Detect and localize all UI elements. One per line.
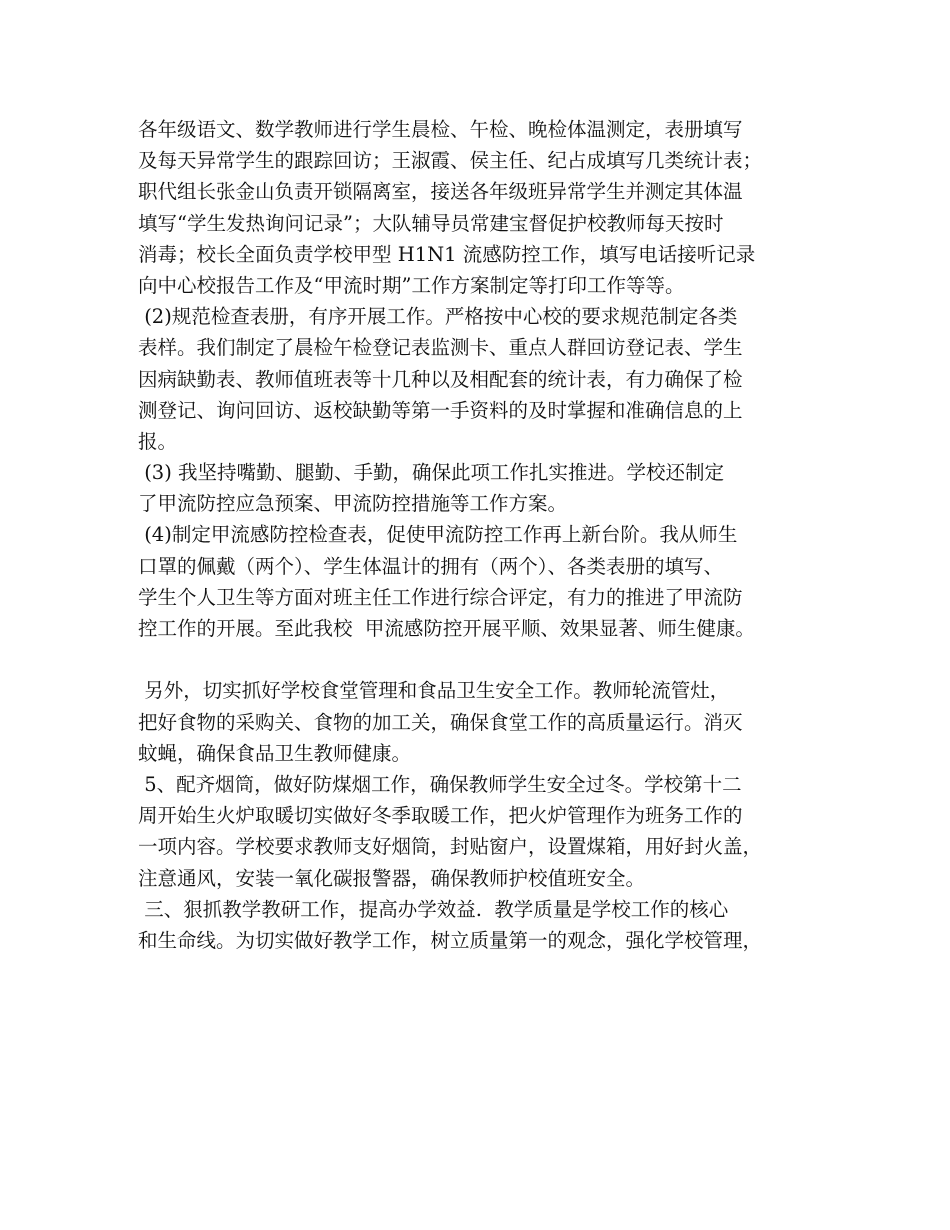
text-line: (2)规范检查表册，有序开展工作。严格按中心校的要求规范制定各类 [138,305,738,329]
text-line: 另外，切实抓好学校食堂管理和食品卫生安全工作。教师轮流管灶， [138,679,730,703]
text-line: 三、狠抓教学教研工作，提高办学效益. 教学质量是学校工作的核心 [138,897,729,921]
text-line: 一项内容。学校要求教师支好烟筒，封贴窗户，设置煤箱，用好封火盖， [138,835,763,859]
text-line: 5、配齐烟筒，做好防煤烟工作，确保教师学生安全过冬。学校第十二 [138,772,742,796]
text-line: 测登记、询问回访、返校缺勤等第一手资料的及时掌握和准确信息的上 [138,398,743,422]
text-line: 学生个人卫生等方面对班主任工作进行综合评定，有力的推进了甲流防 [138,585,743,609]
text-line: 把好食物的采购关、食物的加工关，确保食堂工作的高质量运行。消灭 [138,710,743,734]
text-line: 向中心校报告工作及“甲流时期”工作方案制定等打印工作等等。 [138,273,685,297]
text-line: (3) 我坚持嘴勤、腿勤、手勤，确保此项工作扎实推进。学校还制定 [138,461,725,485]
document-body [138,114,838,956]
text-line: 控工作的开展。至此我校 甲流感防控开展平顺、效果显著、师生健康。 [138,617,755,640]
text-line: 因病缺勤表、教师值班表等十几种以及相配套的统计表，有力确保了检 [138,367,743,391]
text-line: 蚊蝇，确保食品卫生教师健康。 [138,741,412,765]
paragraph-gap [138,644,838,675]
text-line: 及每天异常学生的跟踪回访；王淑霞、侯主任、纪占成填写几类统计表； [138,149,763,173]
text-line: 表样。我们制定了晨检午检登记表监测卡、重点人群回访登记表、学生 [138,336,743,360]
text-line: 和生命线。为切实做好教学工作，树立质量第一的观念，强化学校管理， [138,928,763,952]
text-line: (4)制定甲流感防控检查表，促使甲流防控工作再上新台阶。我从师生 [138,523,738,547]
paragraph-block-1 [138,114,838,644]
text-line: 消毒；校长全面负责学校甲型 H1N1 流感防控工作，填写电话接听记录 [138,242,756,266]
text-line: 填写“学生发热询问记录”；大队辅导员常建宝督促护校教师每天按时 [138,211,724,235]
text-line: 各年级语文、数学教师进行学生晨检、午检、晚检体温测定，表册填写 [138,118,743,141]
paragraph-block-2 [138,675,838,956]
text-line: 职代组长张金山负责开锁隔离室，接送各年级班异常学生并测定其体温 [138,180,743,204]
text-line: 周开始生火炉取暖切实做好冬季取暖工作，把火炉管理作为班务工作的 [138,804,743,828]
text-line: 注意通风，安装一氧化碳报警器，确保教师护校值班安全。 [138,866,646,890]
text-line: 口罩的佩戴（两个）、学生体温计的拥有（两个）、各类表册的填写、 [138,554,724,578]
text-line: 报。 [138,429,178,453]
text-line: 了甲流防控应急预案、甲流防控措施等工作方案。 [138,492,568,516]
